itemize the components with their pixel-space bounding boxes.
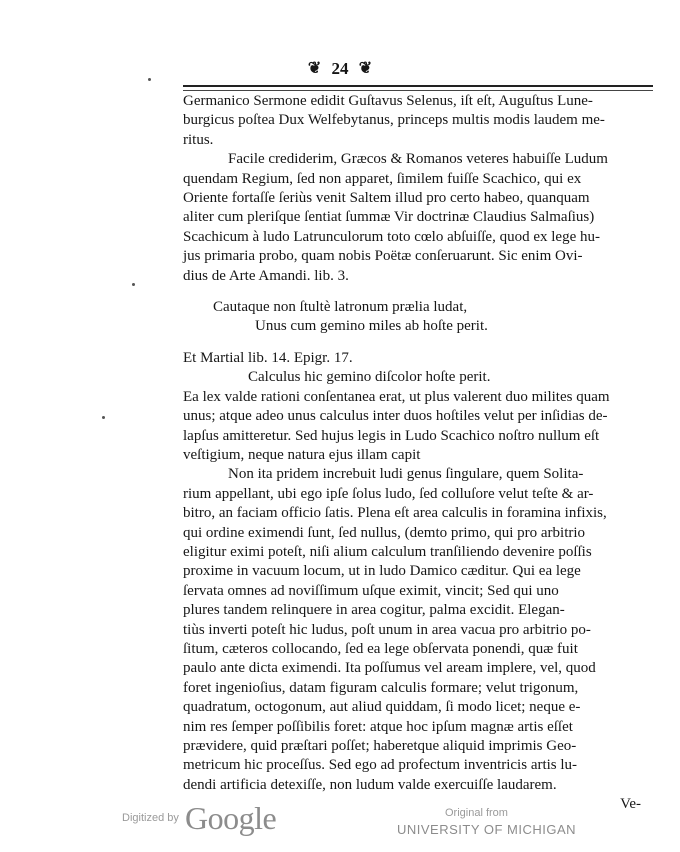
text-line: metricum hic proceſſus. Sed ego ad profectum inventricis artis lu- [183, 757, 578, 774]
text-line: nim res ſemper poſſibilis foret: atque hoc ipſum magnæ artis eſſet [183, 718, 573, 735]
digitized-by-label: Digitized by [122, 812, 179, 824]
verse-quote [183, 298, 653, 337]
text-line: aliter cum pleriſque ſentiat ſummæ Vir doctrinæ Claudius Salmaſius) [183, 209, 595, 226]
header-rule [183, 85, 653, 91]
text-line: Oriente fortaſſe ſeriùs venit Saltem illud pro certo habeo, quanquam [183, 190, 590, 207]
text-line: plures tandem relinquere in area cogitur, palma excidit. Elegan- [183, 602, 565, 619]
paragraph [183, 465, 653, 795]
text-line: Facile crediderim, Græcos & Romanos veteres habuiſſe Ludum [228, 151, 608, 168]
text-line: quendam Regium, ſed non apparet, ſimilem fuiſſe Scachico, qui ex [183, 170, 582, 187]
text-line: Scachicum à ludo Latrunculorum toto cœlo abſuiſſe, quod ex lege hu- [183, 228, 600, 245]
text-line: lapſus amitteretur. Sed hujus legis in Ludo Scachico noſtro nullum eſt [183, 427, 600, 444]
paragraph [183, 92, 653, 150]
text-line: bitro, an faciam officio ſatis. Plena eſt area calculis in foramina infixis, [183, 505, 607, 522]
paragraph [183, 349, 653, 465]
margin-speck [132, 283, 135, 286]
university-label: UNIVERSITY OF MICHIGAN [397, 822, 577, 837]
text-line: paulo ante dicta eximendi. Ita poſſumus vel aream implere, vel, quod [183, 660, 596, 677]
page-header [0, 58, 680, 84]
text-line: unus; atque adeo unus calculus inter duos hoſtiles velut per inſidias de- [183, 408, 608, 425]
text-line: Ea lex valde rationi conſentanea erat, ut plus valerent duo milites quam [183, 388, 610, 405]
original-from-label: Original from [445, 807, 508, 819]
verse-line: Calculus hic gemino diſcolor hoſte perit. [248, 369, 491, 386]
fleuron-right-icon: ❦ [358, 60, 373, 77]
text-line: rium appellant, ubi ego ipſe ſolus ludo, ſed colluſore velut teſte & ar- [183, 485, 594, 502]
text-line: eligitur eximi poteſt, niſi alium calculum tranſiliendo devenire poſſis [183, 543, 592, 560]
text-line: proxime in vacuum locum, ut in ludo Damico cæditur. Qui ea lege [183, 563, 581, 580]
paragraph [183, 150, 653, 286]
text-line: qui ordine eximendi ſunt, ſed nullus, (demto primo, qui pro arbitrio [183, 524, 586, 541]
text-line: veſtigium, neque natura ejus illam capit [183, 446, 421, 463]
catchword: Ve- [620, 796, 641, 813]
page-body [183, 92, 653, 815]
text-line: burgicus poſtea Dux Welfebytanus, princeps multis modis laudem me- [183, 112, 605, 129]
citation-line: Et Martial lib. 14. Epigr. 17. [183, 349, 353, 366]
verse-line: Unus cum gemino miles ab hoſte perit. [255, 318, 488, 335]
margin-speck [102, 416, 105, 419]
verse-line: Cautaque non ſtultè latronum prælia ludat, [213, 299, 468, 316]
text-line: dendi artificia detexiſſe, non ludum valde exercuiſſe laudarem. [183, 776, 557, 793]
text-line: foret ingenioſius, datam figuram calculis formare; velut trigonum, [183, 679, 579, 696]
text-line: Germanico Sermone edidit Guſtavus Selenus, iſt eſt, Auguſtus Lune- [183, 93, 593, 109]
text-line: jus primaria probo, quam nobis Poëtæ conſeruarunt. Sic enim Ovi- [183, 248, 583, 265]
text-line: ſitum, cæteros collocando, ſed ea lege obſervata ponendi, quæ fuit [183, 640, 578, 657]
text-line: prævidere, quid præſtari poſſet; haberetque aliquid imprimis Geo- [183, 738, 577, 754]
google-logo: Google [185, 800, 277, 836]
text-line: ſervata omnes ad noviſſimum uſque eximit, vincit; Sed qui uno [183, 582, 559, 599]
margin-speck [148, 78, 151, 81]
text-line: quadratum, octogonum, aut aliud quiddam, ſi modo licet; neque e- [183, 699, 581, 716]
text-line: tiùs inverti poteſt hic ludus, poſt unum in area vacua pro arbitrio po- [183, 621, 591, 638]
text-line: dius de Arte Amandi. lib. 3. [183, 267, 349, 284]
text-line: Non ita pridem increbuit ludi genus ſingulare, quem Solita- [228, 466, 584, 483]
page-number: 24 [331, 59, 349, 78]
fleuron-left-icon: ❦ [307, 60, 322, 77]
text-line: ritus. [183, 131, 214, 148]
